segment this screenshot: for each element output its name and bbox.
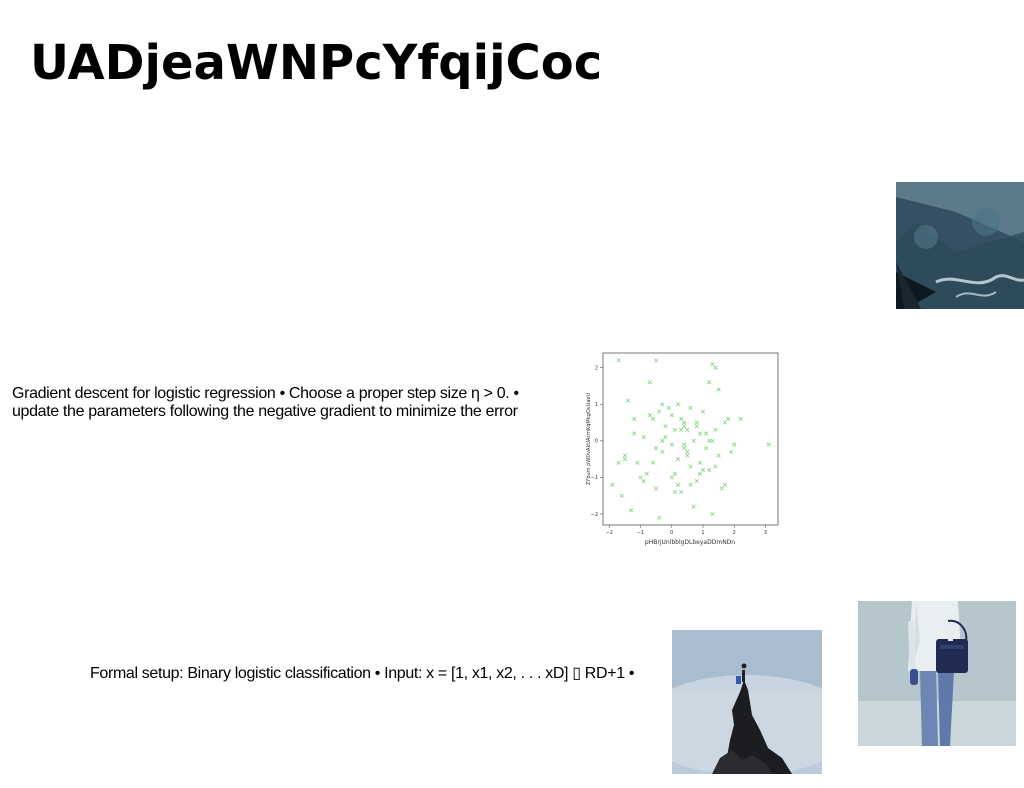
x-axis-ticks (606, 525, 768, 536)
x-tick-label: −2 (605, 530, 613, 536)
x-tick-label: −1 (636, 530, 645, 536)
y-tick-label: 2 (594, 365, 598, 372)
x-tick-label: 2 (732, 530, 736, 536)
landscape-photo (896, 182, 1024, 309)
y-axis-label: ZYbum pWDvAkUAcmKqMkgOvUaeU (586, 392, 592, 486)
y-tick-label: −2 (590, 511, 598, 518)
rock-climber-photo (672, 630, 822, 774)
y-tick-label: −1 (590, 475, 598, 482)
gradient-descent-line-2: update the parameters following the negative gradient to minimize the error (12, 403, 518, 420)
x-tick-label: 0 (670, 530, 674, 536)
y-axis-ticks (591, 365, 603, 517)
x-axis-label: pHBrjUnlbblgDLbeyaDDmNDn (644, 539, 736, 546)
x-tick-label: 3 (763, 530, 768, 536)
y-tick-label: 0 (594, 438, 598, 445)
x-tick-label: 1 (701, 530, 705, 536)
slide-title: UADjeaWNPcYfqijCoc (30, 35, 603, 91)
y-tick-label: 1 (594, 402, 598, 409)
plot-area (603, 353, 778, 525)
gradient-descent-line-1: Gradient descent for logistic regression • Choose a proper step size η > 0. • (12, 385, 519, 402)
formal-setup-text: Formal setup: Binary logistic classification • Input: x = [1, x1, x2, . . . xD] ▯ RD+1 • (90, 665, 635, 682)
fashion-photo (858, 601, 1016, 746)
scatter-chart (582, 348, 782, 548)
